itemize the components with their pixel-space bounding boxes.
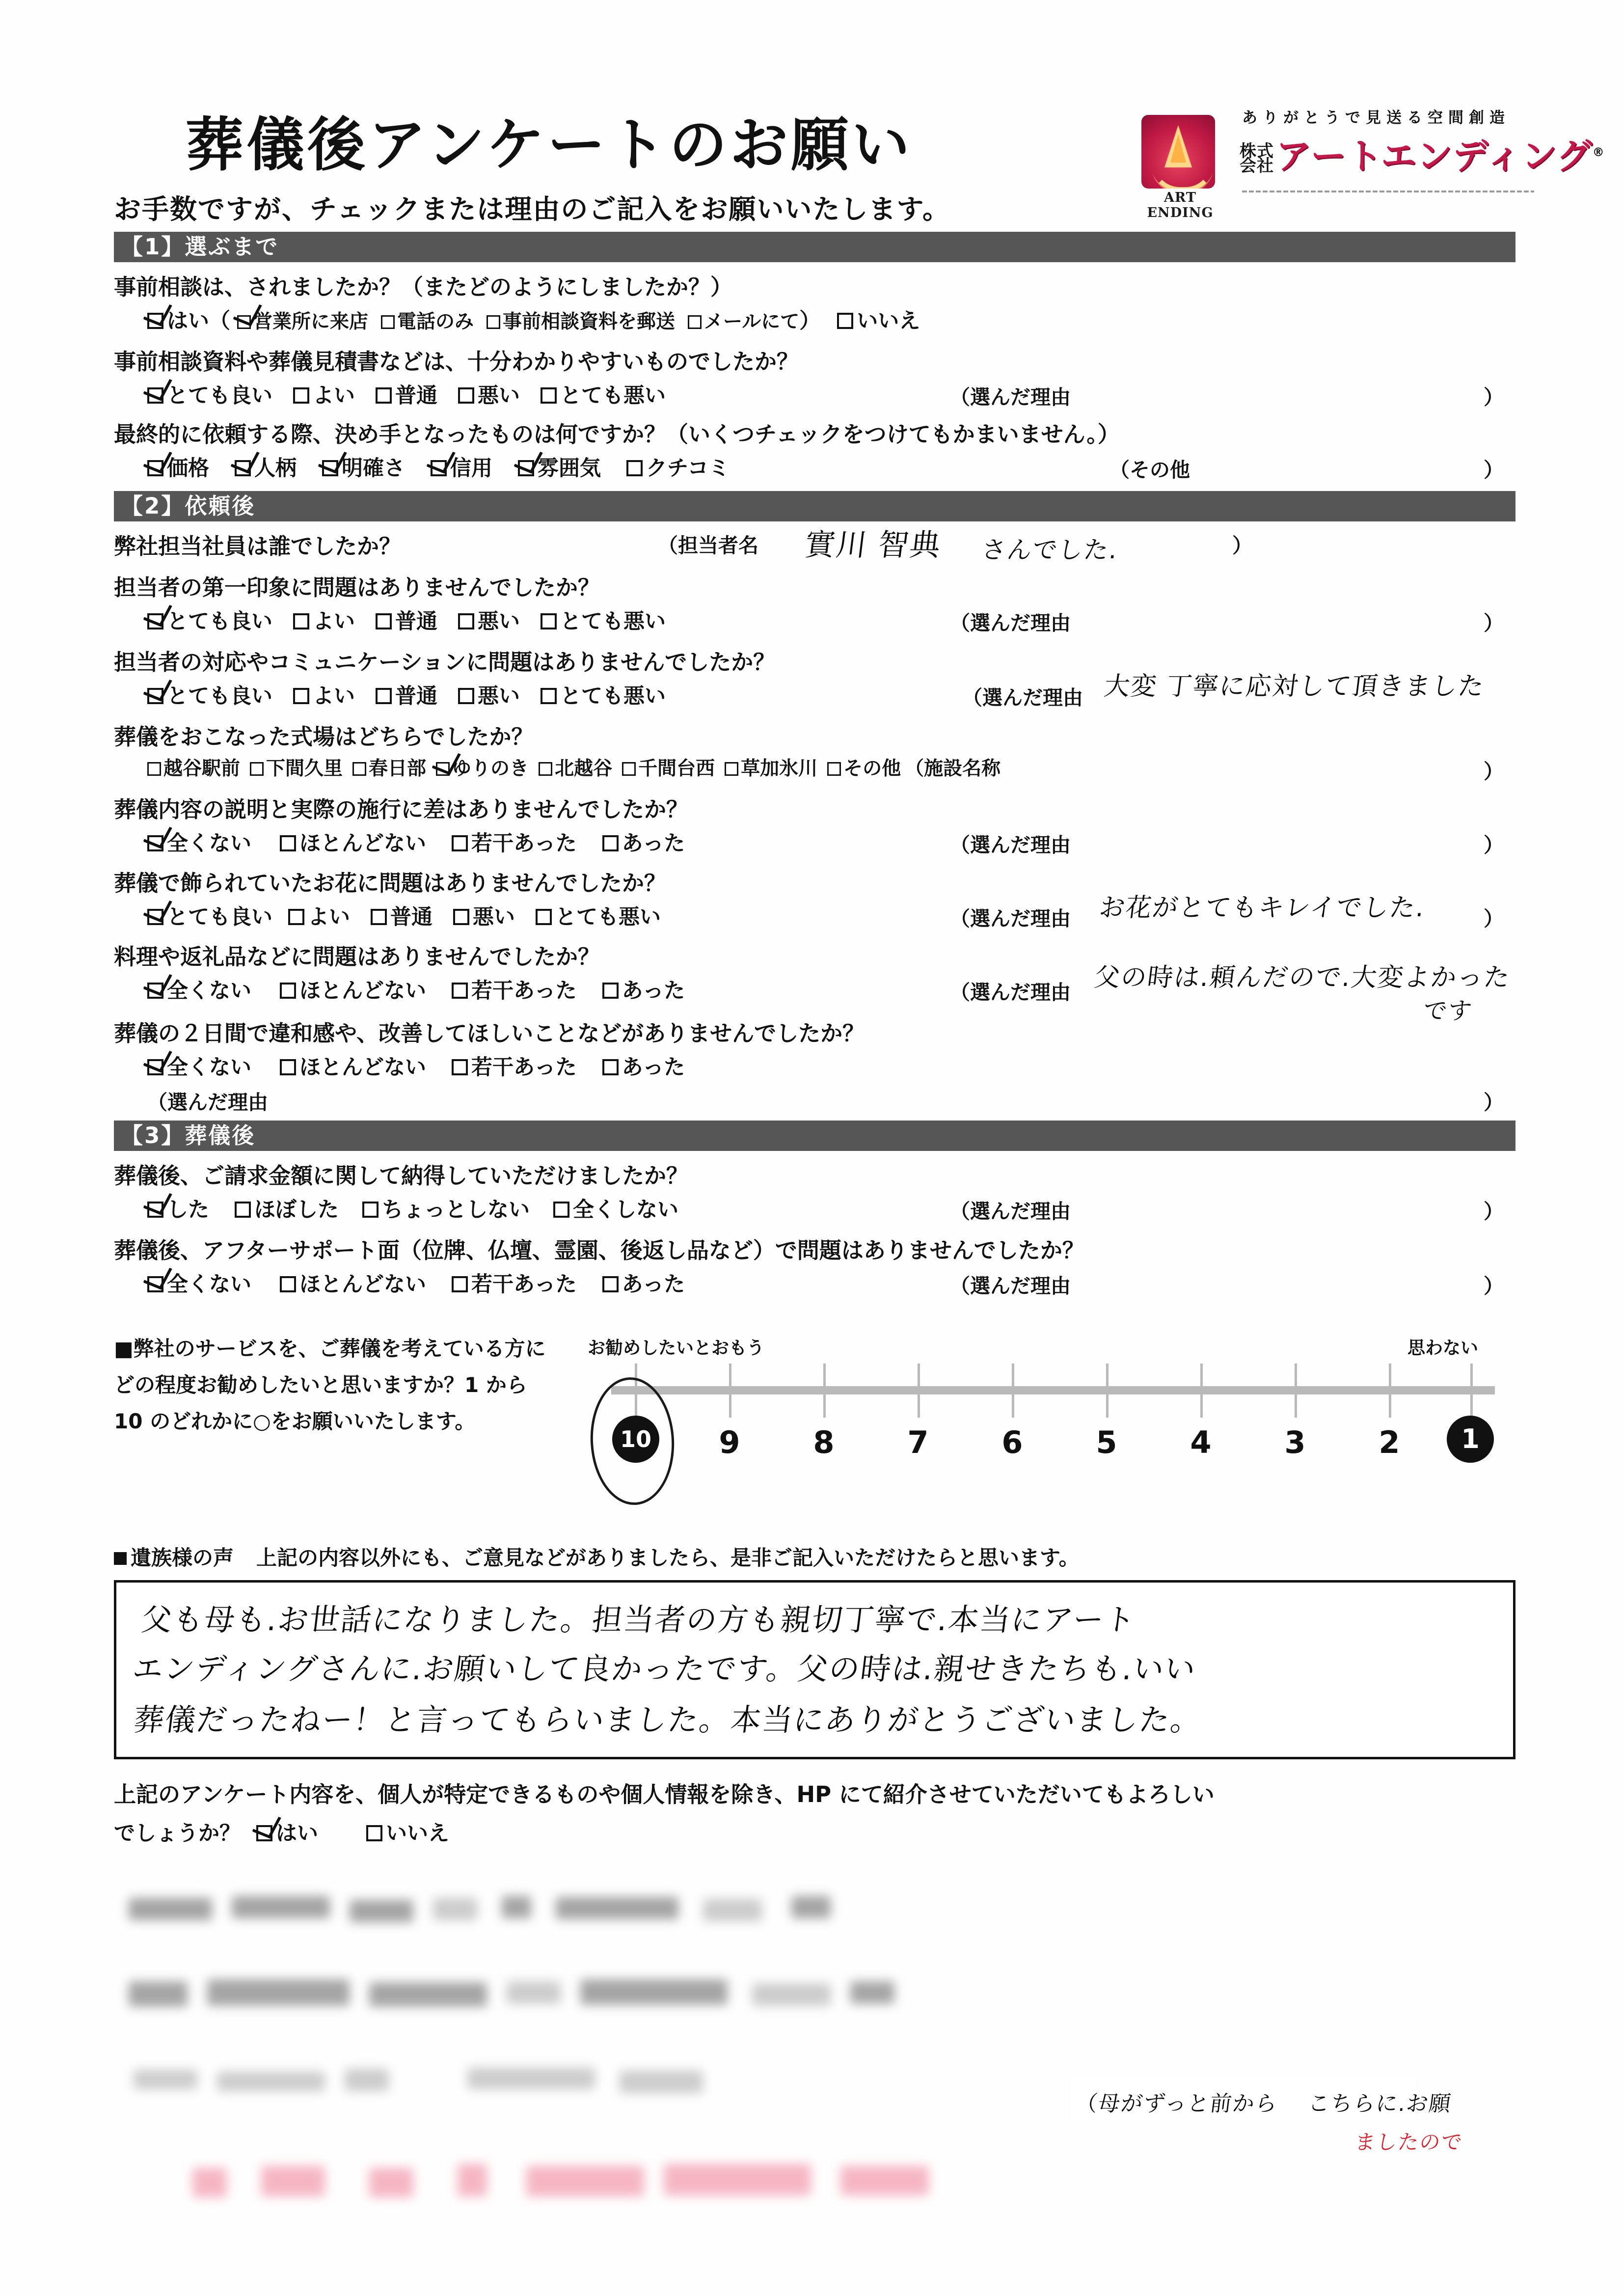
question-5-text: 担当者の第一印象に問題はありませんでしたか？	[114, 574, 600, 601]
checkbox-almost-none[interactable]	[280, 1059, 296, 1075]
question-5-reason-close: ）	[1484, 611, 1504, 635]
checkbox-yurinoki[interactable]	[436, 758, 452, 780]
option-label-good: よい	[313, 383, 355, 408]
question-11-reason-label: （選んだ理由	[147, 1091, 268, 1114]
checkbox-personality[interactable]	[235, 456, 254, 481]
option-label-not-at-all-satisfied: 全くしない	[573, 1198, 678, 1222]
question-4-close-paren: ）	[1232, 534, 1252, 557]
checkbox-koshigaya-ekimae[interactable]	[147, 762, 161, 776]
checkbox-very-bad[interactable]	[541, 387, 557, 404]
option-label-personality: 人柄	[254, 456, 297, 481]
option-label-visit-office: 営業所に来店	[253, 311, 369, 333]
checkbox-mailed-docs[interactable]	[487, 315, 500, 329]
question-12-reason-close: ）	[1484, 1200, 1504, 1223]
blurred-background-content	[114, 1893, 1523, 2197]
option-label-bad: 悪い	[478, 609, 520, 634]
checkbox-normal[interactable]	[376, 688, 392, 704]
option-label-very-good: とても良い	[167, 609, 272, 634]
handwritten-voice-line-1: 父も母も.お世話になりました。担当者の方も親切丁寧で.本当にアート	[139, 1602, 1138, 1638]
checkbox-mostly-satisfied[interactable]	[235, 1202, 251, 1218]
checkbox-bad[interactable]	[458, 387, 474, 404]
registered-mark-icon: ®	[1592, 145, 1605, 159]
checkbox-good[interactable]	[293, 387, 309, 404]
checkbox-slightly-not[interactable]	[362, 1202, 379, 1218]
question-9-reason-label: （選んだ理由	[950, 907, 1071, 930]
checkbox-yes-there-was[interactable]	[602, 1276, 619, 1292]
option-label-yes-there-was: あった	[622, 831, 685, 856]
question-9-reason-close: ）	[1484, 907, 1504, 930]
logo-brand-text: アートエンディング	[1276, 136, 1593, 177]
nps-option-1[interactable]: 1	[1447, 1416, 1494, 1463]
checkbox-good[interactable]	[288, 909, 304, 925]
option-label-good: よい	[313, 609, 355, 634]
option-label-yes-there-was: あった	[622, 979, 685, 1003]
checkbox-yes-there-was[interactable]	[602, 983, 619, 999]
checkbox-very-good[interactable]	[147, 905, 167, 929]
logo-divider	[1242, 191, 1534, 192]
option-label-not-at-all: 全くない	[167, 1272, 251, 1297]
option-label-yurinoki: ゆりのき	[452, 758, 529, 780]
checkbox-yes-there-was[interactable]	[602, 1059, 619, 1075]
nps-left-label: お勧めしたいとおもう	[588, 1338, 765, 1358]
option-label-yes-there-was: あった	[622, 1272, 685, 1297]
question-11-options	[147, 1051, 685, 1081]
option-label-good: よい	[313, 684, 355, 709]
option-label-no: いいえ	[857, 309, 920, 333]
checkbox-not-at-all[interactable]	[147, 979, 167, 1003]
option-label-satisfied: した	[167, 1198, 209, 1222]
checkbox-no[interactable]	[837, 313, 853, 329]
checkbox-yes-checked[interactable]	[147, 309, 167, 333]
question-5-options	[147, 605, 666, 635]
option-label-koshigaya-ekimae: 越谷駅前	[163, 758, 241, 780]
option-label-other-venue: その他	[843, 758, 901, 780]
option-label-soka-hikawa: 草加氷川	[741, 758, 818, 780]
option-label-normal: 普通	[390, 905, 433, 929]
checkbox-kasukabe[interactable]	[352, 762, 366, 776]
question-10-reason-label: （選んだ理由	[950, 981, 1071, 1004]
flame-hands-icon	[1141, 115, 1215, 189]
question-10-options	[147, 974, 685, 1004]
option-label-normal: 普通	[395, 609, 437, 634]
option-label-very-good: とても良い	[167, 383, 272, 408]
nps-option-8[interactable]: 8	[813, 1424, 835, 1460]
question-12-reason-label: （選んだ理由	[950, 1200, 1071, 1223]
question-3-other-close: ）	[1484, 458, 1504, 482]
handwritten-bottom-note-line-2: ましたので	[1353, 2130, 1464, 2154]
checkbox-not-at-all-satisfied[interactable]	[553, 1202, 569, 1218]
checkbox-phone-only[interactable]	[381, 315, 395, 329]
question-8-options	[147, 827, 685, 857]
option-label-kasukabe: 春日部	[369, 758, 427, 780]
option-label-phone-only: 電話のみ	[397, 311, 474, 333]
nps-axis-line	[611, 1386, 1495, 1394]
handwritten-voice-line-2: エンディングさんに.お願いして良かったです。父の時は.親せきたちも.いい	[130, 1651, 1198, 1687]
option-label-mostly-satisfied: ほぼした	[254, 1198, 339, 1222]
option-label-slightly: 若干あった	[471, 979, 577, 1003]
question-7-facility-close: ）	[1484, 760, 1504, 783]
nps-option-7[interactable]: 7	[907, 1424, 929, 1460]
option-label-slightly: 若干あった	[471, 1055, 577, 1080]
question-8-text: 葬儀内容の説明と実際の施行に差はありませんでしたか？	[114, 796, 689, 822]
voice-section-header	[114, 1542, 1080, 1571]
checkbox-bad[interactable]	[458, 613, 474, 629]
question-13-reason-label: （選んだ理由	[950, 1274, 1071, 1298]
question-12-options	[147, 1193, 678, 1223]
checkbox-normal[interactable]	[376, 387, 392, 404]
q1-close-paren: ）	[799, 309, 821, 333]
question-8-reason-close: ）	[1484, 833, 1504, 857]
option-label-good: よい	[308, 905, 350, 929]
square-bullet-icon	[114, 1552, 127, 1565]
checkbox-very-good[interactable]	[147, 609, 167, 634]
nps-option-2[interactable]: 2	[1379, 1424, 1400, 1460]
question-12-text: 葬儀後、ご請求金額に関して納得していただけましたか？	[114, 1163, 689, 1189]
checkbox-bad[interactable]	[458, 688, 474, 704]
option-label-slightly-not: ちょっとしない	[382, 1198, 530, 1222]
consent-question-line-2: でしょうか？	[114, 1821, 241, 1846]
handwritten-staff-name: 實川 智典	[802, 527, 944, 563]
checkbox-price[interactable]	[147, 456, 167, 481]
option-label-very-bad: とても悪い	[555, 905, 661, 929]
nps-option-6[interactable]: 6	[1001, 1424, 1023, 1460]
company-logo	[1141, 104, 1605, 220]
option-label-email: メールにて	[704, 311, 800, 333]
option-label-slightly: 若干あった	[471, 1272, 577, 1297]
nps-question-text: ■弊社のサービスを、ご葬儀を考えている方にどの程度お勧めしたいと思いますか？1 から 10 のどれかに○をお願いいたします。	[114, 1337, 546, 1433]
checkbox-consent-no[interactable]	[366, 1825, 382, 1841]
option-label-very-good: とても良い	[167, 905, 272, 929]
option-label-sengendai-nishi: 千間台西	[638, 758, 715, 780]
checkbox-atmosphere[interactable]	[518, 456, 538, 481]
consent-question-line-1: 上記のアンケート内容を、個人が特定できるものや個人情報を除き、HP にて紹介させていただいてもよろしい	[114, 1781, 1215, 1807]
page-subtitle: お手数ですが、チェックまたは理由のご記入をお願いいたします。	[114, 193, 950, 225]
handwritten-reason-q9: お花がとてもキレイでした.	[1097, 893, 1427, 923]
checkbox-clarity[interactable]	[322, 456, 342, 481]
section-header-3: 【3】葬儀後	[114, 1121, 1515, 1151]
option-label-bad: 悪い	[473, 905, 515, 929]
question-2-options	[147, 379, 666, 409]
checkbox-word-of-mouth[interactable]	[626, 460, 643, 476]
checkbox-very-bad[interactable]	[541, 613, 557, 629]
logo-company-prefix: 株式 会社	[1240, 141, 1274, 176]
question-2-reason-close: ）	[1484, 385, 1504, 409]
checkbox-slightly[interactable]	[452, 1276, 468, 1292]
question-9-text: 葬儀で飾られていたお花に問題はありませんでしたか？	[114, 870, 667, 896]
question-1-options	[147, 304, 920, 334]
voice-instruction: 上記の内容以外にも、ご意見などがありましたら、是非ご記入いただけたらと思います。	[256, 1546, 1080, 1570]
checkbox-very-good[interactable]	[147, 383, 167, 408]
option-label-bad: 悪い	[478, 684, 520, 709]
option-label-bad: 悪い	[478, 383, 520, 408]
question-3-text: 最終的に依頼する際、決め手となったものは何ですか？（いくつチェックをつけてもかまいません。）	[114, 421, 1120, 447]
handwritten-staff-name-suffix: さんでした.	[979, 536, 1120, 564]
checkbox-almost-none[interactable]	[280, 983, 296, 999]
question-1-text: 事前相談は、されましたか？（またどのようにしましたか？）	[114, 274, 733, 300]
question-2-reason-label: （選んだ理由	[950, 385, 1071, 409]
option-label-yes-there-was: あった	[622, 1055, 685, 1080]
question-4-text: 弊社担当社員は誰でしたか？	[114, 533, 402, 559]
checkbox-consent-yes[interactable]	[256, 1821, 276, 1846]
option-label-almost-none: ほとんどない	[299, 831, 426, 856]
question-13-text: 葬儀後、アフターサポート面（位牌、仏壇、霊園、後返し品など）で問題はありませんでしたか？	[114, 1237, 1084, 1263]
option-label-kita-koshigaya: 北越谷	[555, 758, 613, 780]
checkbox-trust[interactable]	[431, 456, 450, 481]
option-label-very-bad: とても悪い	[560, 383, 666, 408]
checkbox-very-bad[interactable]	[541, 688, 557, 704]
handwritten-bottom-note-line-1: （母がずっと前から こちらに.お願	[1074, 2091, 1453, 2116]
checkbox-kita-koshigaya[interactable]	[539, 762, 552, 776]
handwritten-reason-q10-line2: です	[1422, 997, 1474, 1025]
checkbox-yes-there-was[interactable]	[602, 835, 619, 851]
checkbox-satisfied[interactable]	[147, 1198, 167, 1222]
question-8-reason-label: （選んだ理由	[950, 833, 1071, 857]
section-header-1: 【1】選ぶまで	[114, 232, 1515, 262]
option-label-almost-none: ほとんどない	[299, 1055, 426, 1080]
checkbox-other-venue[interactable]	[827, 762, 841, 776]
checkbox-good[interactable]	[293, 688, 309, 704]
question-6-reason-label: （選んだ理由	[962, 686, 1083, 710]
option-label-very-good: とても良い	[167, 684, 272, 709]
question-9-options	[147, 901, 661, 930]
logo-company-name	[1240, 128, 1605, 179]
question-7-options	[147, 753, 1001, 781]
option-label-price: 価格	[167, 456, 209, 481]
option-label-almost-none: ほとんどない	[299, 979, 426, 1003]
nps-option-10[interactable]: 10	[612, 1416, 659, 1463]
checkbox-bad[interactable]	[453, 909, 469, 925]
option-label-trust: 信用	[450, 456, 492, 481]
checkbox-slightly[interactable]	[452, 835, 468, 851]
voice-heading: 遺族様の声	[131, 1546, 234, 1570]
checkbox-almost-none[interactable]	[280, 1276, 296, 1292]
checkbox-very-good[interactable]	[147, 684, 167, 709]
section-header-2: 【2】依頼後	[114, 491, 1515, 521]
question-2-text: 事前相談資料や葬儀見積書などは、十分わかりやすいものでしたか？	[114, 349, 799, 375]
nps-option-3[interactable]: 3	[1284, 1424, 1306, 1460]
option-label-very-bad: とても悪い	[560, 609, 666, 634]
option-label-word-of-mouth: クチコミ	[646, 456, 730, 481]
question-3-options	[147, 452, 730, 482]
nps-option-9[interactable]: 9	[719, 1424, 740, 1460]
nps-option-5[interactable]: 5	[1096, 1424, 1117, 1460]
option-label-consent-no: いいえ	[386, 1821, 449, 1846]
checkbox-not-at-all[interactable]	[147, 831, 167, 856]
question-10-text: 料理や返礼品などに問題はありませんでしたか？	[114, 944, 600, 970]
option-label-almost-none: ほとんどない	[299, 1272, 426, 1297]
handwritten-voice-line-3: 葬儀だったねー！と言ってもらいました。本当にありがとうございました。	[131, 1702, 1204, 1738]
checkbox-visit-office[interactable]	[237, 309, 253, 333]
question-7-facility-label: （施設名称	[905, 758, 1001, 780]
voice-textarea[interactable]	[114, 1580, 1515, 1759]
page-title: 葬儀後アンケートのお願い	[186, 111, 913, 179]
option-label-clarity: 明確さ	[342, 456, 405, 481]
option-label-slightly: 若干あった	[471, 831, 577, 856]
checkbox-soka-hikawa[interactable]	[725, 762, 738, 776]
option-label-mailed-docs: 事前相談資料を郵送	[503, 311, 676, 333]
logo-english-name: ART ENDING	[1147, 190, 1214, 220]
question-3-other-label: （その他	[1109, 458, 1190, 482]
checkbox-almost-none[interactable]	[280, 835, 296, 851]
option-label-not-at-all: 全くない	[167, 831, 251, 856]
question-5-reason-label: （選んだ理由	[950, 611, 1071, 635]
checkbox-not-at-all[interactable]	[147, 1055, 167, 1080]
handwritten-reason-q10: 父の時は.頼んだので.大変よかった	[1092, 963, 1513, 992]
nps-option-4[interactable]: 4	[1190, 1424, 1212, 1460]
checkbox-email[interactable]	[688, 315, 702, 329]
question-13-reason-close: ）	[1484, 1274, 1504, 1298]
question-4-name-label: （担当者名	[658, 534, 758, 557]
nps-scale[interactable]	[577, 1328, 1519, 1471]
option-label-atmosphere: 雰囲気	[538, 456, 601, 481]
option-label-shimomakuri: 下間久里	[266, 758, 343, 780]
option-label-very-bad: とても悪い	[560, 684, 666, 709]
option-label-normal: 普通	[395, 684, 437, 709]
checkbox-sengendai-nishi[interactable]	[622, 762, 636, 776]
checkbox-normal[interactable]	[376, 613, 392, 629]
question-6-options	[147, 680, 666, 710]
checkbox-slightly[interactable]	[452, 983, 468, 999]
question-11-reason-close: ）	[1484, 1091, 1504, 1114]
nps-right-label: 思わない	[1407, 1338, 1479, 1358]
checkbox-not-at-all[interactable]	[147, 1272, 167, 1297]
option-label-not-at-all: 全くない	[167, 1055, 251, 1080]
question-6-text: 担当者の対応やコミュニケーションに問題はありませんでしたか？	[114, 649, 776, 675]
checkbox-normal[interactable]	[371, 909, 387, 925]
checkbox-good[interactable]	[293, 613, 309, 629]
option-label-not-at-all: 全くない	[167, 979, 251, 1003]
consent-answer-row	[114, 1817, 449, 1847]
checkbox-very-bad[interactable]	[536, 909, 552, 925]
question-7-text: 葬儀をおこなった式場はどちらでしたか？	[114, 724, 534, 750]
checkbox-slightly[interactable]	[452, 1059, 468, 1075]
logo-tagline: ありがとうで見送る空間創造	[1242, 109, 1510, 127]
option-label-yes: はい（	[167, 309, 230, 333]
handwritten-reason-q6: 大変 丁寧に応対して頂きました	[1102, 672, 1487, 701]
question-13-options	[147, 1268, 685, 1298]
question-11-text: 葬儀の２日間で違和感や、改善してほしいことなどがありませんでしたか？	[114, 1020, 865, 1046]
checkbox-shimomakuri[interactable]	[250, 762, 264, 776]
option-label-consent-yes: はい	[276, 1821, 318, 1846]
option-label-normal: 普通	[395, 383, 437, 408]
